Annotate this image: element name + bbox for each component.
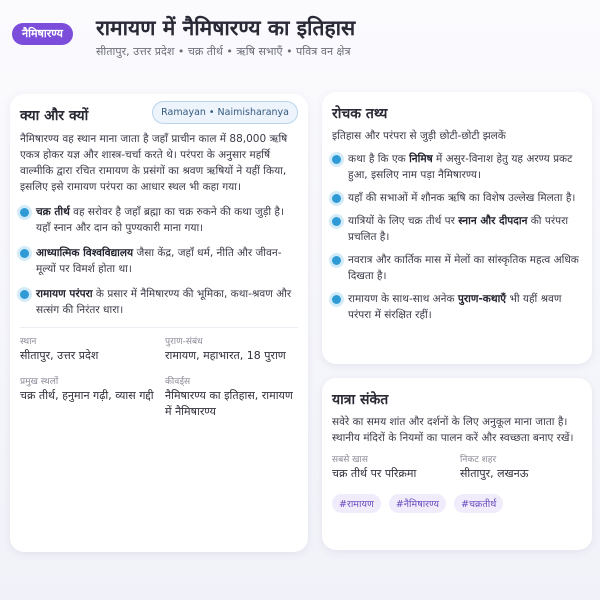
- facts-card: [322, 92, 592, 364]
- bullet-dot-icon: [332, 295, 341, 304]
- fact-item: [332, 213, 582, 245]
- topic-badge[interactable]: नैमिषारण्य: [12, 23, 73, 45]
- page-title: रामायण में नैमिषारण्य का इतिहास: [96, 16, 356, 40]
- travel-body: सवेरे का समय शांत और दर्शनों के लिए अनुकूल माना जाता है। स्थानीय मंदिरों के नियमों का पालन करें और स्वच्छता बनाए रखें।: [332, 416, 574, 444]
- facts-heading: रोचक तथ्य: [332, 106, 388, 122]
- field-value: रामायण, महाभारत, 18 पुराण: [165, 349, 286, 362]
- field-value: सीतापुर, उत्तर प्रदेश: [20, 349, 99, 362]
- bullet-dot-icon: [332, 217, 341, 226]
- bullet-ramayan-tradition: [20, 286, 298, 318]
- bullet-text: रामायण परंपरा के प्रसार में नैमिषारण्य की भूमिका, कथा-श्रवण और सत्संग की निरंतर धारा।: [36, 288, 292, 316]
- field-value: सीतापुर, लखनऊ: [460, 467, 529, 480]
- facts-intro: इतिहास और परंपरा से जुड़ी छोटी-छोटी झलकें: [332, 130, 506, 142]
- page-subtitle: सीतापुर, उत्तर प्रदेश • चक्र तीर्थ • ऋषि सभाएँ • पवित्र वन क्षेत्र: [96, 45, 351, 58]
- fact-item: [332, 252, 582, 284]
- fact-item: [332, 151, 582, 183]
- bullet-dot-icon: [332, 155, 341, 164]
- fact-text: यहाँ की सभाओं में शौनक ऋषि का विशेष उल्लेख मिलता है।: [348, 192, 576, 204]
- bullet-dot-icon: [20, 249, 29, 258]
- field-label: निकट शहर: [460, 455, 497, 465]
- what-why-heading: क्या और क्यों: [20, 108, 89, 124]
- field-nearby-city: [460, 452, 590, 482]
- field-highlight: [332, 452, 460, 482]
- travel-fields: [332, 452, 582, 482]
- field-location: [20, 334, 165, 364]
- hashtag-chip[interactable]: #नैमिषारण्य: [389, 494, 446, 513]
- fact-item: [332, 190, 582, 206]
- travel-heading: यात्रा संकेत: [332, 392, 389, 408]
- what-why-body: नैमिषारण्य वह स्थान माना जाता है जहाँ प्राचीन काल में 88,000 ऋषि एकत्र होकर यज्ञ और शास्त्र-चर्चा करते थे। परंपरा के अनुसार महर्षि वाल्मीकि द्वारा रचित रामायण के प्रसंगों का श्रवण ऋषियों ने यहीं किया, इसलिए इसे रामायण परंपरा का आधार स्थल भी कहा गया।: [20, 133, 288, 193]
- field-keywords: [165, 374, 298, 420]
- what-why-card: [10, 94, 308, 552]
- field-places: [20, 374, 165, 420]
- field-label: स्थान: [20, 337, 37, 347]
- fact-item: [332, 291, 582, 323]
- bullet-dot-icon: [20, 208, 29, 217]
- hashtag-chip[interactable]: #चक्रतीर्थ: [454, 494, 503, 513]
- travel-card: [322, 378, 592, 550]
- field-label: प्रमुख स्थलों: [20, 377, 59, 387]
- field-label: कीवर्ड्स: [165, 377, 191, 387]
- fact-text: नवरात्र और कार्तिक मास में मेलों का सांस्कृतिक महत्व अधिक दिखता है।: [348, 254, 579, 282]
- info-fields: [20, 327, 298, 420]
- field-value: चक्र तीर्थ, हनुमान गढ़ी, व्यास गद्दी: [20, 389, 154, 402]
- field-value: नैमिषारण्य का इतिहास, रामायण में नैमिषारण्य: [165, 389, 293, 418]
- page-header: [12, 14, 588, 64]
- fact-text: कथा है कि एक निमिष में असुर-विनाश हेतु यह अरण्य प्रकट हुआ, इसलिए नाम पड़ा नैमिषारण्य।: [348, 153, 573, 181]
- hashtag-chip[interactable]: #रामायण: [332, 494, 381, 513]
- field-label: पुराण-संबंध: [165, 337, 203, 347]
- bullet-text: चक्र तीर्थ वह सरोवर है जहाँ ब्रह्मा का चक्र रुकने की कथा जुड़ी है। यहाँ स्नान और दान को पुण्यकारी माना गया।: [36, 206, 284, 234]
- field-value: चक्र तीर्थ पर परिक्रमा: [332, 467, 417, 480]
- field-label: सबसे खास: [332, 455, 368, 465]
- field-purana: [165, 334, 298, 364]
- fact-text: यात्रियों के लिए चक्र तीर्थ पर स्नान और दीपदान की परंपरा प्रचलित है।: [348, 215, 569, 243]
- bullet-chakra-tirth: [20, 204, 298, 236]
- bullet-dot-icon: [332, 194, 341, 203]
- bullet-spiritual-university: [20, 245, 298, 277]
- fact-text: रामायण के साथ-साथ अनेक पुराण-कथाएँ भी यहीं श्रवण परंपरा में संरक्षित रहीं।: [348, 293, 562, 321]
- what-why-bullets: [20, 204, 298, 318]
- bullet-text: आध्यात्मिक विश्वविद्यालय जैसा केंद्र, जहाँ धर्म, नीति और जीवन-मूल्यों पर विमर्श होता था।: [36, 247, 282, 275]
- bullet-dot-icon: [20, 290, 29, 299]
- bullet-dot-icon: [332, 256, 341, 265]
- hashtag-list: [332, 494, 582, 513]
- ramayan-tag[interactable]: Ramayan • Naimisharanya: [152, 101, 298, 124]
